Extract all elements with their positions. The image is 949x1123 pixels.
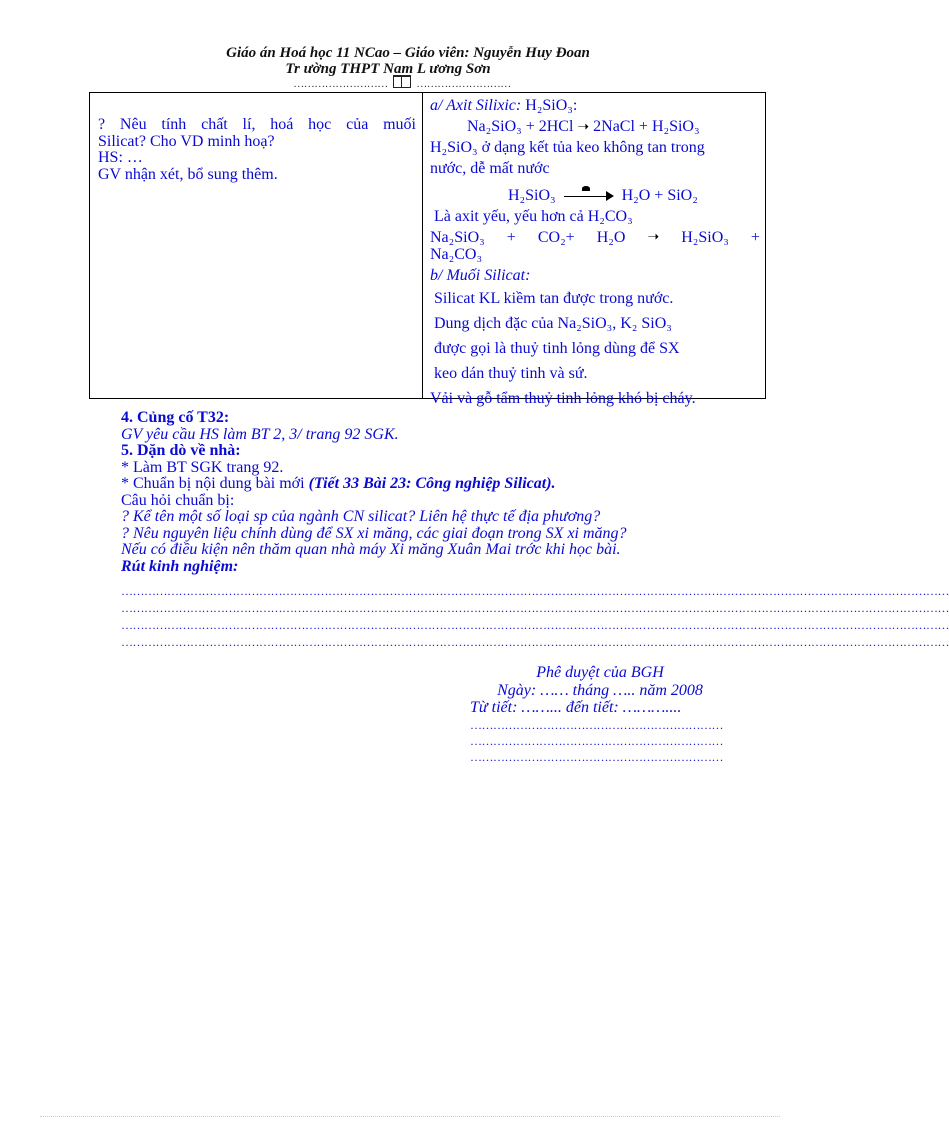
content-column <box>430 95 764 409</box>
header-title: Giáo án Hoá học 11 NCao – Giáo viên: Nguyễn Huy Đoan <box>226 45 590 61</box>
approval-title: Phê duyệt của BGH <box>536 664 664 681</box>
approval-date: Ngày: …… tháng ….. năm 2008 <box>497 681 703 699</box>
acid-heading <box>430 95 764 116</box>
question-line-2: Silicat? Cho VD minh hoạ? <box>98 132 275 150</box>
eq3-b: + <box>506 229 516 246</box>
approval-dotted-line: ………………………………………………………… <box>470 717 723 732</box>
acid-title: a/ Axit Silixic: <box>430 97 522 114</box>
approval-dotted-line: ………………………………………………………… <box>470 749 723 764</box>
activity-column <box>98 117 416 183</box>
silicate-title: b/ Muối Silicat: <box>430 267 531 284</box>
eq3-f: + <box>750 229 760 246</box>
acid-strength: Là axit yếu, yếu hơn cả H₂CO₃ <box>434 208 633 225</box>
eq3-end: Na₂CO₃ <box>430 246 483 263</box>
experience-dotted-line: ……………………………………………………………………………………………………………………………………………………………………………………………… <box>121 601 949 615</box>
equation-1 <box>430 116 764 137</box>
arrow-icon: ➝ <box>647 230 660 245</box>
silicate-line-5: Vải và gỗ tẩm thuỷ tinh lỏng khó bị cháy. <box>430 390 696 407</box>
header-ornament <box>0 75 810 92</box>
prep-question-2: ? Nêu nguyên liệu chính dùng để SX xi măng, các giai đoạn trong SX xi măng? <box>121 524 627 542</box>
teacher-note: GV nhận xét, bổ sung thêm. <box>98 165 278 183</box>
section-5-title: 5. Dặn dò về nhà: <box>121 442 241 459</box>
homework-item-2 <box>121 476 761 493</box>
approval-block <box>470 664 730 765</box>
eq1-reactants: Na₂SiO₃ + 2HCl <box>467 118 574 135</box>
lesson-table <box>89 92 766 407</box>
acid-formula: H₂SiO₃: <box>525 97 578 114</box>
heat-arrow-icon <box>564 189 614 203</box>
ornament-dots-right: ……………………… <box>416 78 511 90</box>
eq3-e: H₂SiO₃ <box>681 229 729 246</box>
prep-question-3: Nếu có điều kiện nên thăm quan nhà máy Xi măng Xuân Mai trớc khi học bài. <box>121 541 621 558</box>
silicate-line-3: được gọi là thuỷ tinh lỏng dùng để SX <box>434 340 680 357</box>
homework-section <box>121 410 761 575</box>
acid-property-line-1: H₂SiO₃ ở dạng kết tủa keo không tan trong <box>430 139 705 156</box>
acid-property-line-2: nước, dễ mất nước <box>430 160 550 177</box>
experience-dotted-line: ……………………………………………………………………………………………………………………………………………………………………………………………… <box>121 584 949 598</box>
silicate-line-4: keo dán thuỷ tinh và sứ. <box>434 365 588 382</box>
page-bottom-rule <box>40 1116 780 1118</box>
question-line-1: ? Nêu tính chất lí, hoá học của muối <box>98 116 416 133</box>
ornament-dots-left: ……………………… <box>293 78 388 90</box>
section-4-title: 4. Củng cố T32: <box>121 409 230 426</box>
eq2-products: H₂O + SiO₂ <box>621 187 698 204</box>
section-4-text: GV yêu cầu HS làm BT 2, 3/ trang 92 SGK. <box>121 425 399 443</box>
header-school: Tr ường THPT Nam L ương Sơn <box>285 61 491 77</box>
experience-title: Rút kinh nghiệm: <box>121 557 239 575</box>
approval-dotted-line: ………………………………………………………… <box>470 733 723 748</box>
experience-dotted-line: ……………………………………………………………………………………………………………………………………………………………………………………………… <box>121 618 949 632</box>
eq3-c: CO₂+ <box>537 229 575 246</box>
approval-period: Từ tiết: ……... đến tiết: ……….... <box>470 699 682 716</box>
table-divider <box>422 93 423 398</box>
eq3-a: Na₂SiO₃ <box>430 229 485 246</box>
silicate-line-1: Silicat KL kiềm tan được trong nước. <box>434 290 674 307</box>
prep-question-1: ? Kể tên một số loại sp của ngành CN silicat? Liên hệ thực tế địa phương? <box>121 508 601 525</box>
equation-2 <box>430 185 764 206</box>
student-response: HS: … <box>98 149 143 166</box>
arrow-icon: ➝ <box>577 120 590 135</box>
eq1-products: 2NaCl + H₂SiO₃ <box>593 118 700 135</box>
silicate-line-2: Dung dịch đặc của Na₂SiO₃, K₂ SiO₃ <box>434 315 672 332</box>
eq3-d: H₂O <box>596 229 626 246</box>
eq2-reactant: H₂SiO₃ <box>508 187 556 204</box>
homework-item-1: * Làm BT SGK trang 92. <box>121 458 284 476</box>
homework-item-2-prefix: * Chuẩn bị nội dung bài mới <box>121 475 309 492</box>
book-icon <box>393 75 411 88</box>
next-lesson-title: (Tiết 33 Bài 23: Công nghiệp Silicat). <box>308 475 556 492</box>
experience-dotted-line: ……………………………………………………………………………………………………………………………………………………………………………………………… <box>121 635 949 649</box>
questions-title: Câu hỏi chuẩn bị: <box>121 491 235 509</box>
